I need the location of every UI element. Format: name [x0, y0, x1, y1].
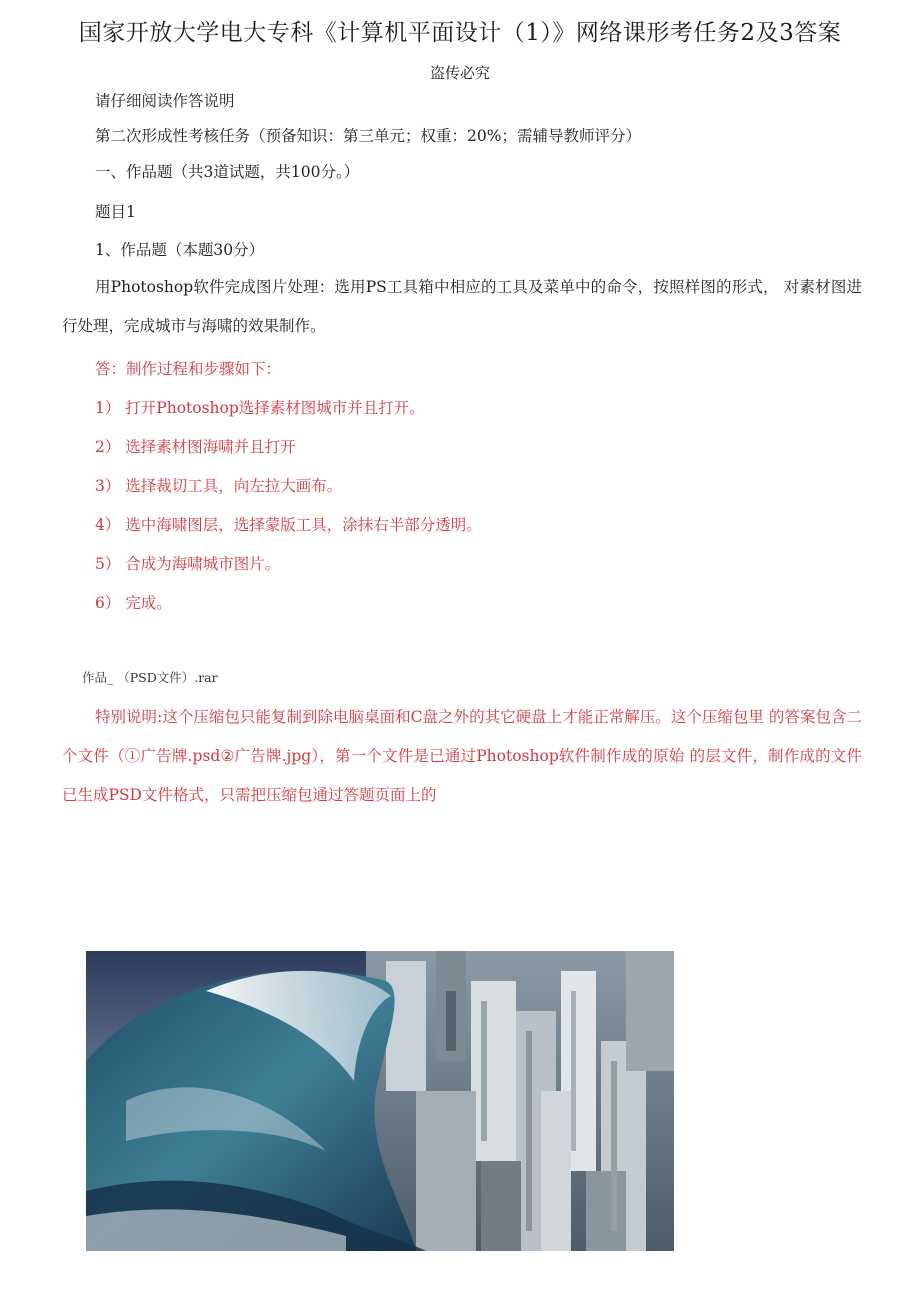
tsunami-city-illustration: [86, 951, 674, 1251]
document-title: 国家开放大学电大专科《计算机平面设计（1）》网络课形考任务2及3答案: [78, 20, 842, 46]
attachment-file-name[interactable]: 作品_ （PSD文件）.rar: [82, 670, 218, 685]
answer-intro: 答：制作过程和步骤如下：: [95, 360, 282, 378]
question-text: 用Photoshop软件完成图片处理：选用PS工具箱中相应的工具及菜单中的命令，按照样图的形式， 对素材图进行处理，完成城市与海啸的效果制作。: [62, 278, 862, 335]
answer-step: 4） 选中海啸图层，选择蒙版工具，涂抹右半部分透明。: [95, 516, 482, 534]
question-number: 题目1: [95, 203, 136, 221]
answer-step: 3） 选择裁切工具，向左拉大画布。: [95, 477, 343, 495]
answer-step: 2） 选择素材图海啸并且打开: [95, 438, 296, 456]
special-note: 特别说明:这个压缩包只能复制到除电脑桌面和C盘之外的其它硬盘上才能正常解压。这个压缩包里 的答案包含二个文件（①广告牌.psd②广告牌.jpg），第一个文件是已通过Photoshop软件制作成的原始 的层文件，制作成的文件已生成PSD文件格式，只需把压缩包通过答题页面上的: [62, 708, 862, 804]
answer-step: 1） 打开Photoshop选择素材图城市并且打开。: [95, 399, 425, 417]
instructions-line: 请仔细阅读作答说明: [95, 92, 235, 110]
task-line: 第二次形成性考核任务（预备知识：第三单元；权重：20%；需辅导教师评分）: [95, 127, 641, 145]
answer-step: 6） 完成。: [95, 594, 172, 612]
question-title: 1、作品题（本题30分）: [95, 241, 265, 259]
tsunami-city-image: [86, 951, 674, 1251]
document-subtitle: 盗传必究: [429, 64, 490, 82]
section-heading: 一、作品题（共3道试题，共100分。）: [95, 163, 360, 181]
answer-step: 5） 合成为海啸城市图片。: [95, 555, 281, 573]
